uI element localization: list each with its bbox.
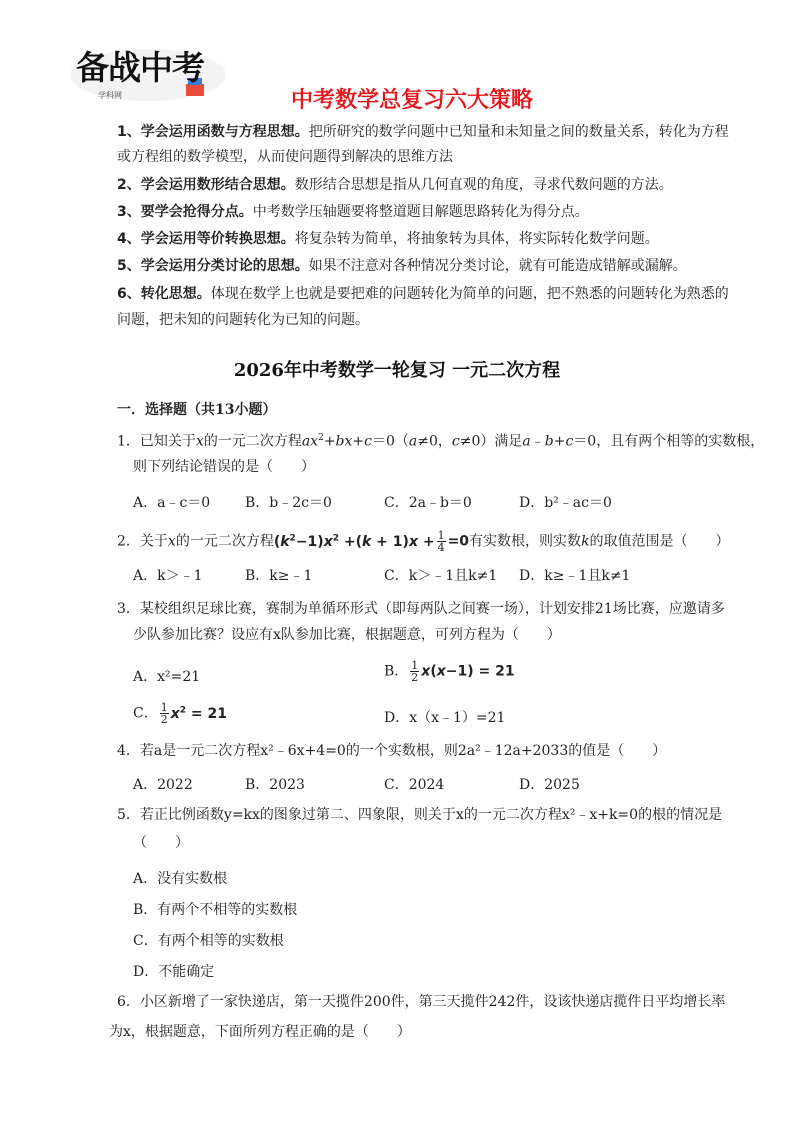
question-6-cont: 为x，根据题意，下面所列方程正确的是（ ） [109, 1024, 411, 1040]
page-title: 中考数学总复习六大策略 [290, 88, 533, 113]
q5-option-a[interactable]: A．没有实数根 [133, 871, 228, 887]
section-heading: 一．选择题（共13小题） [117, 402, 277, 418]
strategy-text: 把所研究的数学问题中已知量和未知量之间的数量关系，转化为方程 [308, 124, 729, 140]
exam-title: 2026年中考数学一轮复习 一元二次方程 [233, 360, 561, 381]
strategy-bold: 学会运用函数与方程思想。 [140, 124, 309, 140]
strategy-text: 中考数学压轴题要将整道题目解题思路转化为得分点。 [252, 204, 589, 220]
question-text: ，且有两个相等的实数根， [596, 433, 765, 450]
question-3-cont: 少队参加比赛？设应有x队参加比赛，根据题意，可列方程为（ ） [133, 627, 561, 643]
option-label: B． [384, 663, 409, 680]
q5-option-d[interactable]: D．不能确定 [133, 964, 215, 980]
logo-subtext: 学科网 [98, 91, 122, 100]
question-3: 3．某校组织足球比赛，赛制为单循环形式（即每两队之间赛一场），计划安排21场比赛，应邀请多 [117, 601, 725, 617]
q1-option-c[interactable]: C．2a﹣b＝0 [384, 495, 472, 511]
q3-option-d[interactable]: D．x（x﹣1）=21 [384, 710, 506, 726]
strategy-text: 数形结合思想是指从几何直观的角度，寻求代数问题的方法。 [294, 177, 673, 193]
question-5: 5．若正比例函数y=kx的图象过第二、四象限，则关于x的一元二次方程x²﹣x+k=0的根的情况是 [117, 807, 723, 823]
question-text: 关于 [139, 533, 168, 550]
strategy-4 [117, 228, 717, 250]
strategy-6 [117, 283, 729, 305]
strategy-bold: 学会运用分类讨论的思想。 [140, 258, 309, 274]
strategy-5 [117, 255, 717, 277]
logo-text: 备战中考 [76, 48, 204, 87]
q2-option-a[interactable]: A．k＞﹣1 [133, 568, 203, 584]
question-text: 的一元二次方程 [175, 533, 274, 550]
q4-option-a[interactable]: A．2022 [133, 777, 193, 793]
strategy-6-cont: 问题，把未知的问题转化为已知的问题。 [117, 312, 369, 328]
q3-option-c[interactable]: C． $\frac{1}{2}$ $x^2 = 21$ [133, 701, 227, 726]
q1-option-a[interactable]: A．a﹣c＝0 [133, 495, 211, 511]
q5-option-c[interactable]: C．有两个相等的实数根 [133, 933, 284, 949]
question-text: 有实数根，则实数 [469, 533, 582, 550]
q3-option-a[interactable]: A．x²=21 [133, 669, 201, 685]
strategy-bold: 要学会抢得分点。 [140, 204, 253, 220]
question-text: 的取值范围是（ ） [589, 533, 730, 550]
question-2: 2．关于x的一元二次方程$(k^2-1)x^2 +(k + 1)x$ + $\frac{1}{4}$ =0有实数根，则实数k的取值范围是（ ） [117, 529, 730, 555]
q1-option-b[interactable]: B．b﹣2c＝0 [245, 495, 332, 511]
q2-option-d[interactable]: D．k≥﹣1且k≠1 [519, 568, 631, 584]
question-6: 6．小区新增了一家快递店，第一天揽件200件，第三天揽件242件，设该快递店揽件日平均增长率 [117, 994, 726, 1010]
q1-option-d[interactable]: D．b²﹣ac＝0 [519, 495, 612, 511]
q2-option-c[interactable]: C．k＞﹣1且k≠1 [384, 568, 498, 584]
question-text: 的一元二次方程 [203, 433, 302, 450]
strategy-num: 3、 [117, 204, 141, 220]
q2-option-b[interactable]: B．k≥﹣1 [245, 568, 313, 584]
question-number: 2． [117, 533, 140, 550]
strategy-bold: 学会运用等价转换思想。 [140, 231, 295, 247]
q5-option-b[interactable]: B．有两个不相等的实数根 [133, 902, 298, 918]
strategy-2 [117, 174, 717, 196]
strategy-num: 1、 [117, 124, 141, 140]
strategy-text: 如果不注意对各种情况分类讨论，就有可能造成错解或漏解。 [308, 258, 687, 274]
strategy-num: 5、 [117, 258, 141, 274]
strategy-num: 6、 [117, 286, 141, 302]
question-text: 满足 [494, 433, 523, 450]
strategy-num: 2、 [117, 177, 141, 193]
question-1: 1．已知关于x的一元二次方程$ax^2+bx+c=0(a\ne 0$，c≠0）满足a﹣b+c＝0，且有两个相等的实数根， [117, 433, 765, 450]
question-1-cont: 则下列结论错误的是（ ） [133, 459, 315, 475]
option-label: C． [133, 705, 158, 722]
q4-option-c[interactable]: C．2024 [384, 777, 445, 793]
strategy-bold: 转化思想。 [140, 286, 211, 302]
strategy-1-cont: 或方程组的数学模型，从而使问题得到解决的思维方法 [117, 149, 453, 165]
question-5-cont: （ ） [133, 835, 189, 851]
question-number: 1． [117, 433, 140, 450]
strategy-text: 体现在数学上也就是要把难的问题转化为简单的问题，把不熟悉的问题转化为熟悉的 [210, 286, 729, 302]
question-4: 4．若a是一元二次方程x²﹣6x+4=0的一个实数根，则2a²﹣12a+2033的值是（ ） [117, 743, 667, 759]
strategy-num: 4、 [117, 231, 141, 247]
q4-option-d[interactable]: D．2025 [519, 777, 580, 793]
strategy-3 [117, 201, 717, 223]
strategy-bold: 学会运用数形结合思想。 [140, 177, 295, 193]
fraction: $\frac{1}{4}$ [437, 529, 445, 555]
strategy-text: 将复杂转为简单，将抽象转为具体，将实际转化数学问题。 [294, 231, 659, 247]
q3-option-b[interactable]: B． $\frac{1}{2}$ x(x−1) = 21 [384, 659, 515, 684]
q4-option-b[interactable]: B．2023 [245, 777, 305, 793]
strategy-1 [117, 121, 729, 143]
question-text: 已知关于 [139, 433, 196, 450]
